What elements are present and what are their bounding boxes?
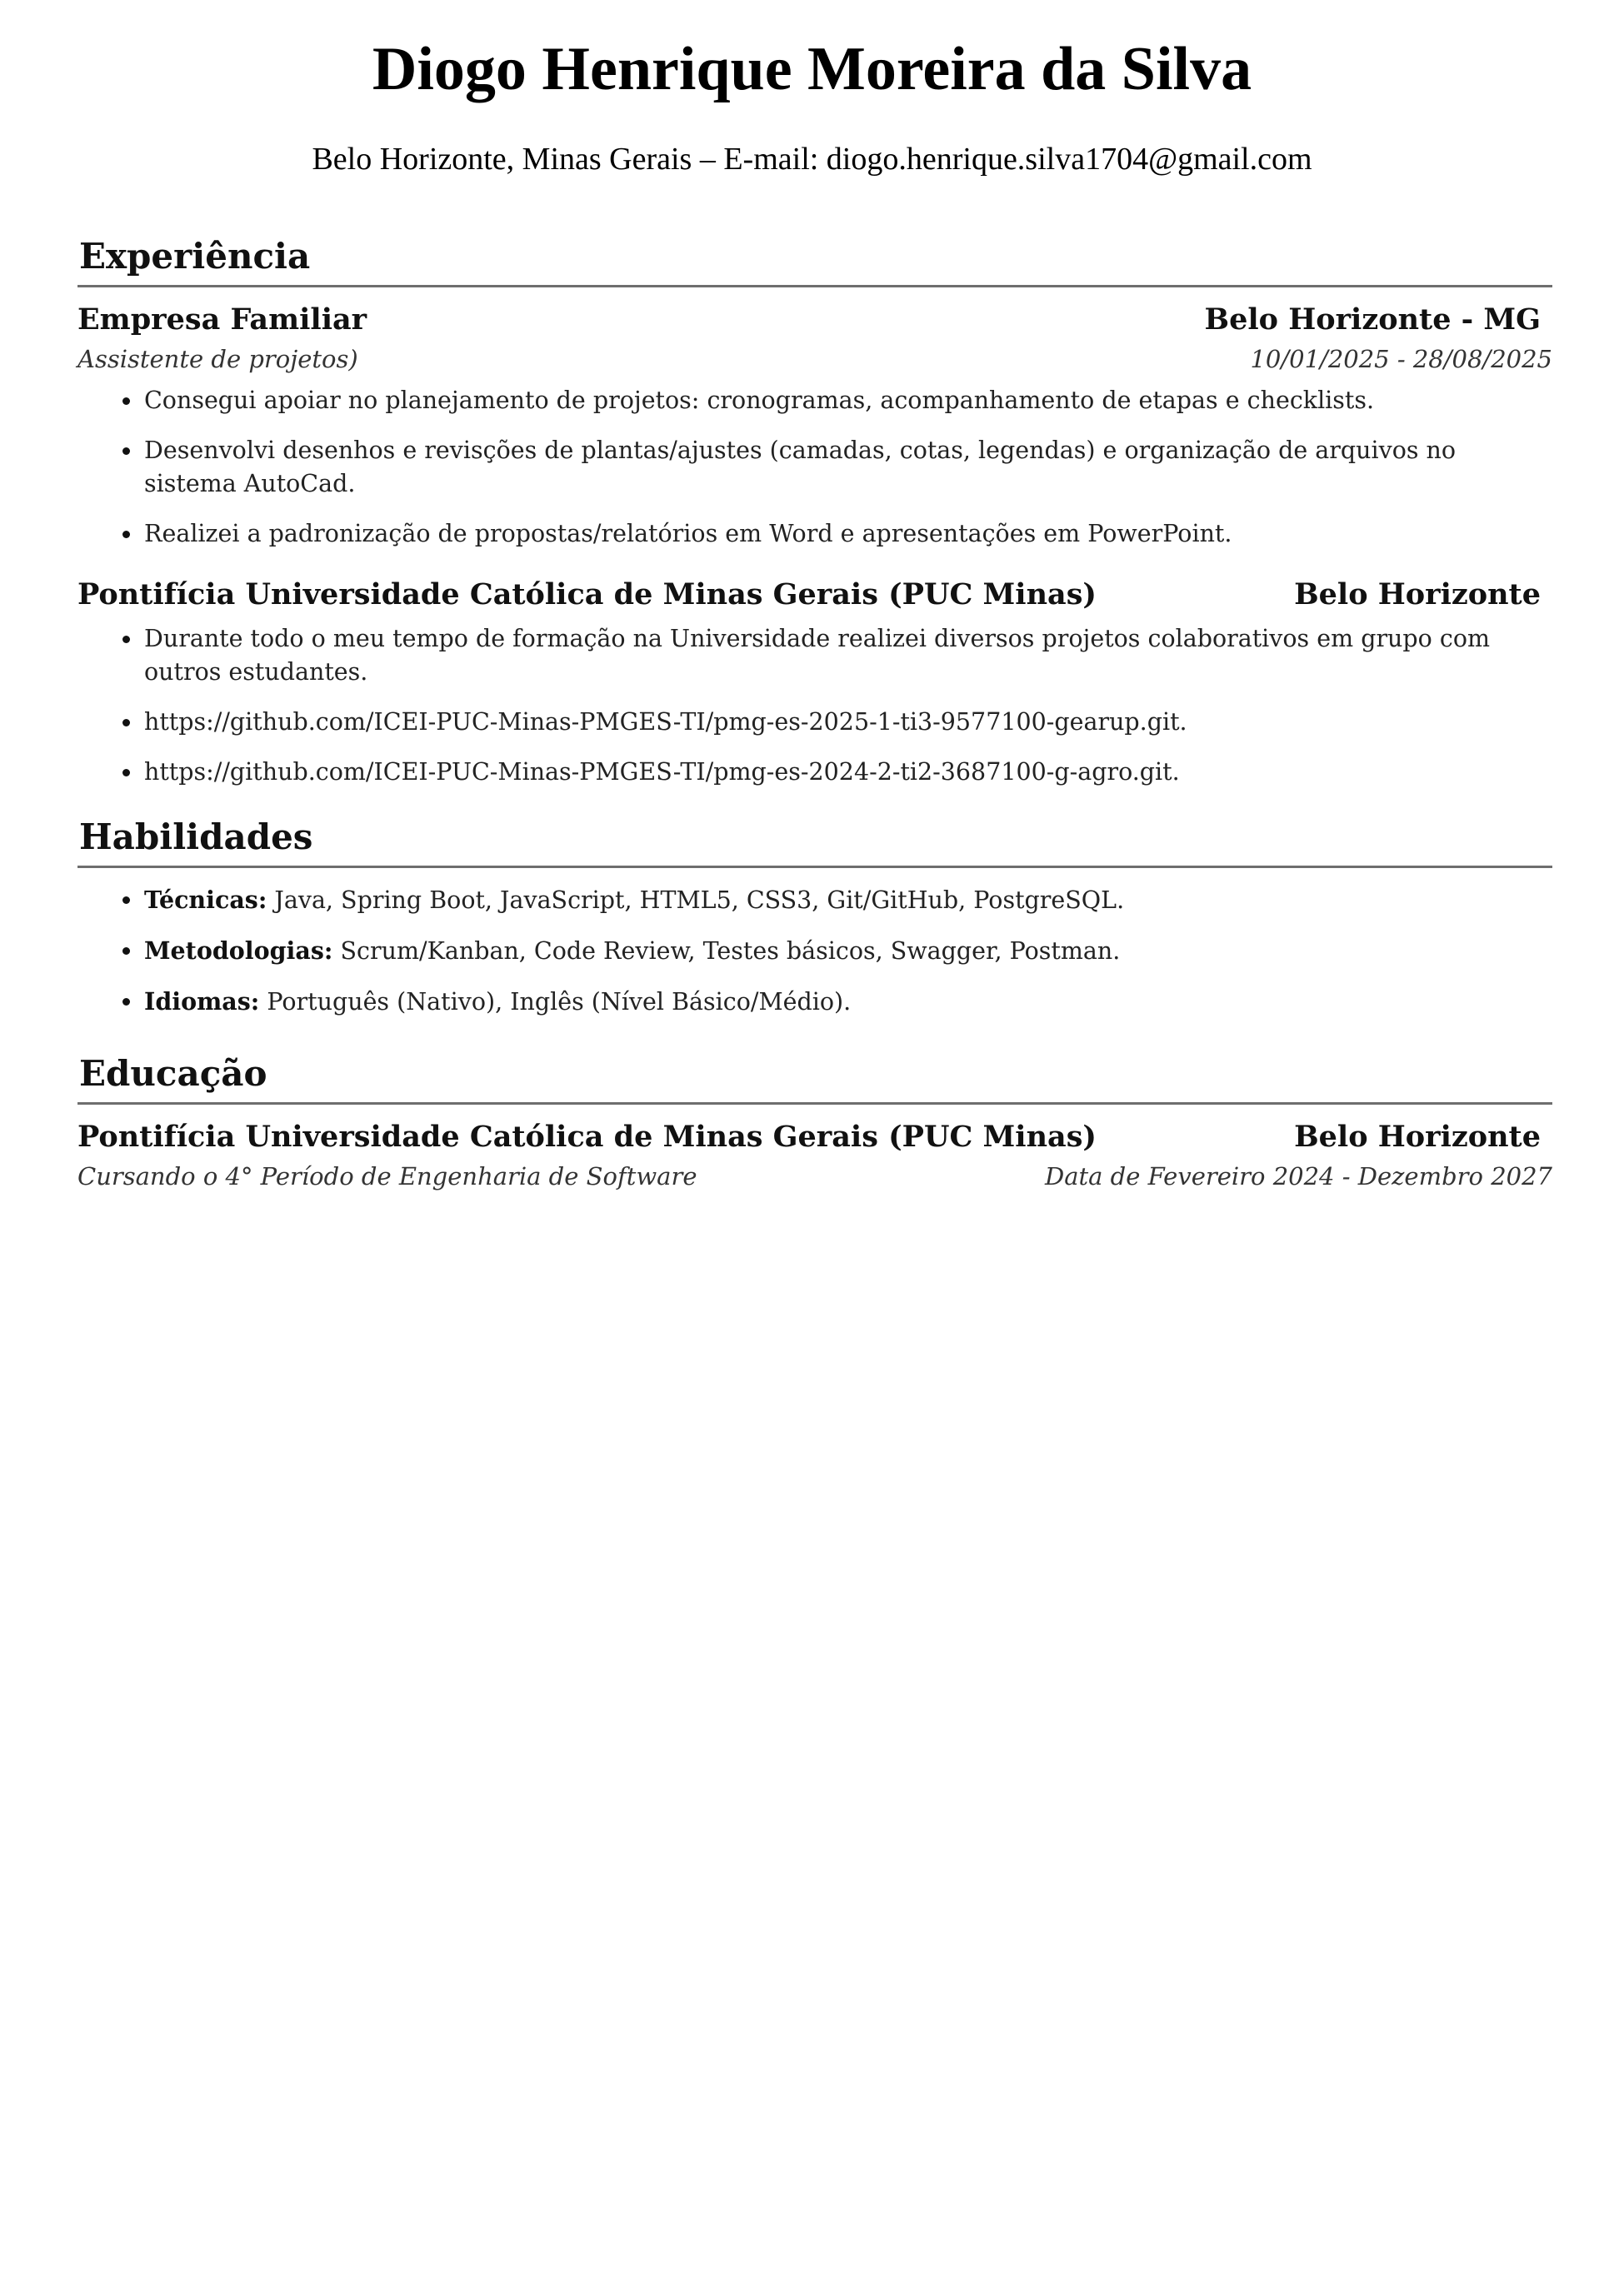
education-title: Educação: [77, 1049, 1552, 1105]
list-item: Desenvolvi desenhos e revisções de plantas/ajustes (camadas, cotas, legendas) e organização de arquivos no sistema AutoCad.: [77, 434, 1552, 501]
entry-org: Empresa Familiar: [77, 302, 367, 337]
skill-label: Metodologias:: [144, 936, 333, 965]
entry-org: Pontifícia Universidade Católica de Minas Gerais (PUC Minas): [77, 1120, 1097, 1154]
skill-value: Português (Nativo), Inglês (Nível Básico/Médio).: [267, 988, 852, 1016]
skills-title: Habilidades: [77, 812, 1552, 868]
list-item: Durante todo o meu tempo de formação na Universidade realizei diversos projetos colaborativos em grupo com outros estudantes.: [77, 622, 1552, 689]
entry-header: [77, 299, 1552, 341]
list-item: https://github.com/ICEI-PUC-Minas-PMGES-TI/pmg-es-2025-1-ti3-9577100-gearup.git.: [77, 706, 1552, 739]
skill-label: Técnicas:: [144, 886, 267, 914]
entry-header: [77, 1116, 1552, 1158]
list-item: Consegui apoiar no planejamento de projetos: cronogramas, acompanhamento de etapas e checklists.: [77, 384, 1552, 417]
list-item: [77, 883, 1552, 917]
education-entry: [77, 1116, 1552, 1195]
skills-section: [77, 812, 1552, 1019]
experience-entry: [77, 574, 1552, 789]
contact-line: Belo Horizonte, Minas Gerais – E-mail: diogo.henrique.silva1704@gmail.com: [312, 142, 1312, 177]
list-item: [77, 934, 1552, 968]
entry-header: [77, 574, 1552, 616]
experience-title: Experiência: [77, 232, 1552, 287]
entry-bullets: [77, 622, 1552, 789]
list-item: [77, 985, 1552, 1019]
skill-label: Idiomas:: [144, 987, 260, 1016]
entry-dates: 10/01/2025 - 28/08/2025: [1250, 345, 1552, 373]
list-item: Realizei a padronização de propostas/relatórios em Word e apresentações em PowerPoint.: [77, 517, 1552, 551]
list-item: https://github.com/ICEI-PUC-Minas-PMGES-TI/pmg-es-2024-2-ti2-3687100-g-agro.git.: [77, 756, 1552, 789]
skills-list: [77, 883, 1552, 1019]
entry-subheader: [77, 341, 1552, 377]
entry-location: Belo Horizonte: [1294, 1120, 1541, 1154]
skill-value: Java, Spring Boot, JavaScript, HTML5, CSS3, Git/GitHub, PostgreSQL.: [274, 886, 1125, 914]
entry-location: Belo Horizonte - MG: [1204, 302, 1541, 337]
entry-course: Cursando o 4° Período de Engenharia de Software: [77, 1162, 697, 1190]
entry-bullets: [77, 384, 1552, 551]
entry-dates: Data de Fevereiro 2024 - Dezembro 2027: [1044, 1162, 1552, 1190]
experience-section: [77, 232, 1552, 789]
candidate-name: Diogo Henrique Moreira da Silva: [372, 35, 1252, 103]
resume-content: [77, 232, 1552, 1195]
experience-entry: [77, 299, 1552, 551]
entry-subheader: [77, 1158, 1552, 1195]
entry-org: Pontifícia Universidade Católica de Minas Gerais (PUC Minas): [77, 577, 1097, 611]
education-section: [77, 1049, 1552, 1195]
skill-value: Scrum/Kanban, Code Review, Testes básicos, Swagger, Postman.: [340, 937, 1121, 965]
entry-location: Belo Horizonte: [1294, 577, 1541, 611]
entry-role: Assistente de projetos): [77, 345, 358, 373]
